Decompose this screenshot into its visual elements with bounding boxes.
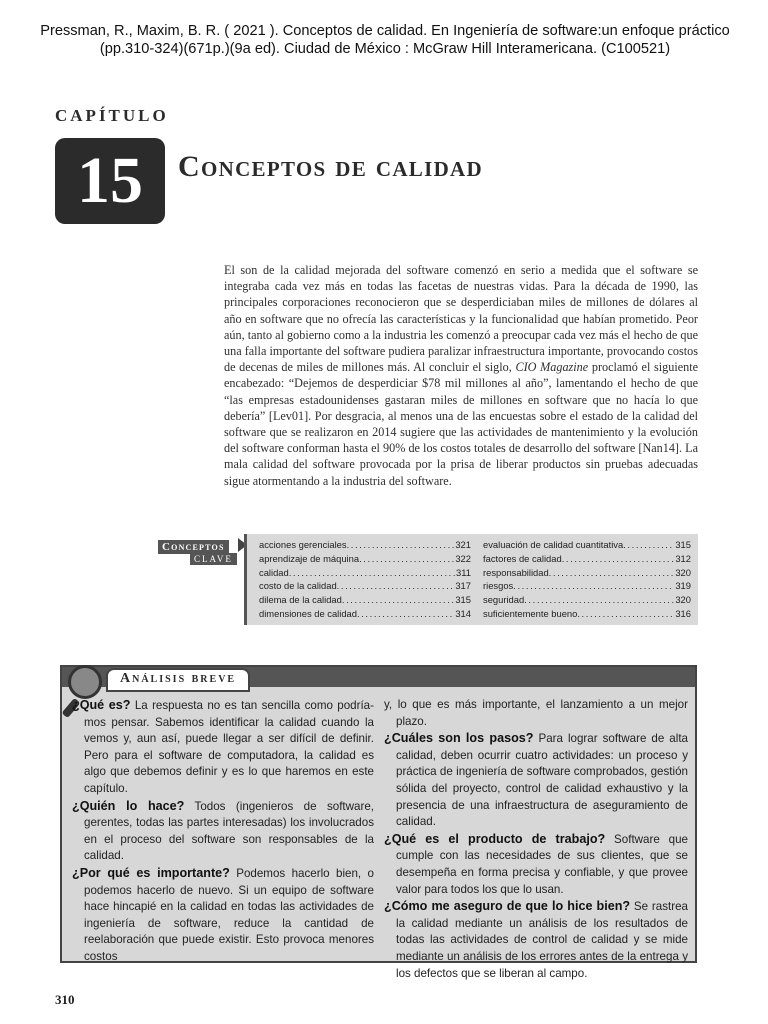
chapter-label: CAPÍTULO [55, 106, 169, 125]
qa-item: ¿Cómo me aseguro de que lo hice bien? Se rastrea la calidad mediante un análisis de los resultados de todas las actividades de control de calidad y se mide mediante un análisis de los errores antes de la entrega y los defectos que se liberan al campo. [384, 899, 688, 980]
page-number: 310 [55, 992, 75, 1007]
key-concepts-subtitle: CLAVE [190, 553, 237, 565]
concept-item: responsabilidad . . . 320 [483, 566, 691, 580]
key-concepts-box [244, 534, 698, 625]
quick-look-right-column [384, 697, 688, 982]
concept-item: factores de calidad . . . 312 [483, 552, 691, 566]
key-concepts-label [158, 537, 233, 564]
intro-paragraph [224, 262, 698, 489]
concept-item: dilema de la calidad . . . 315 [259, 593, 471, 607]
qa-item: ¿Qué es? La respuesta no es tan sencilla como podría-mos pensar. Sabemos identificar la calidad cuando la vemos y, aun así, puede llegar a ser difícil de definir. Pero para el software de computadora, la calidad es algo que debemos definir y es lo que haremos en este capítulo. [72, 698, 374, 795]
concept-item: dimensiones de calidad . . . 314 [259, 607, 471, 621]
quick-look-box [60, 665, 697, 980]
qa-continuation: y, lo que es más importante, el lanzamiento a un mejor plazo. [384, 698, 688, 728]
concept-item: calidad . . . 311 [259, 566, 471, 580]
concept-item: suficientemente bueno . . . 316 [483, 607, 691, 621]
key-concepts-column-1 [259, 538, 471, 621]
qa-item: ¿Qué es el producto de trabajo? Software que cumple con las necesidades de sus clientes, que se desempeña en forma precisa y confiable, y que provee valor para todos los que lo usan. [384, 831, 688, 896]
concept-item: evaluación de calidad cuantitativa . . . 315 [483, 538, 691, 552]
concept-item: acciones gerenciales . . . 321 [259, 538, 471, 552]
chapter-number-box [55, 138, 165, 224]
intro-magazine: CIO Magazine [515, 360, 589, 375]
quick-look-title: Análisis breve [106, 668, 250, 692]
magnifier-icon [68, 665, 102, 699]
key-concepts-column-2 [483, 538, 691, 621]
intro-text-part1: El son de la calidad mejorada del software comenzó en serio a medida que el software se integraba cada vez más en todas las facetas de nuestras vidas. Para la década de 1990, las principales corporaciones reconocieron que se desperdiciaban miles de millones de dólares al año en software que no ofrecía las características y la funcionalidad que habían prometido. Peor aún, tanto al gobierno como a la industria les comenzó a preocupar cada vez más el hecho de que una falla importante del software pudiera paralizar infraestructura importante, provocando costos de decenas de miles de millones más. Al concluir el siglo, [224, 263, 698, 375]
concept-item: aprendizaje de máquina . . . 322 [259, 552, 471, 566]
concept-item: riesgos . . . 319 [483, 579, 691, 593]
intro-text-part2: proclamó el siguiente encabezado: “Dejemos de desperdiciar $78 mil millones al año”, lamentando el hecho de que “las empresas estadounidenses gastaran miles de millones en software que no hacía lo que debería” [Lev01]. Por desgracia, al menos una de las encuestas sobre el estado de la calidad del software que se realizaron en 2014 sugiere que las actividades de mantenimiento y la evolución del software conforman hasta el 90% de los costos totales de desarrollo del software [Nan14]. La mala calidad del software provocada por la prisa de liberar productos sin pruebas adecuadas sigue atormentando a la industria del software. [224, 360, 699, 488]
qa-item: ¿Quién lo hace? Todos (ingenieros de software, gerentes, todas las partes interesadas) los involucrados en el proceso del software son responsables de la calidad. [72, 798, 374, 863]
chapter-number: 15 [77, 144, 143, 217]
quick-look-left-column [72, 697, 374, 966]
qa-item: ¿Por qué es importante? Podemos hacerlo bien, o podemos hacerlo de nuevo. Si un equipo de software hace hincapié en la calidad en todas las actividades de ingeniería de software, reduce la cantidad de reelaboración que puede existir. Esto provoca menores costos [72, 865, 374, 963]
qa-item: ¿Cuáles son los pasos? Para lograr software de alta calidad, deben ocurrir cuatro actividades: un proceso y práctica de ingeniería de software comprobados, gestión sólida del proyecto, control de calidad exhaustivo y la presencia de una infraestructura de aseguramiento de calidad. [384, 731, 688, 829]
chapter-title: Conceptos de calidad [178, 150, 483, 183]
concept-item: costo de la calidad . . . 317 [259, 579, 471, 593]
key-concepts-title: Conceptos [158, 540, 229, 554]
citation: Pressman, R., Maxim, B. R. ( 2021 ). Conceptos de calidad. En Ingeniería de software:un enfoque práctico (pp.310-324)(671p.)(9a ed). Ciudad de México : McGraw Hill Interamericana. (C100521) [40, 23, 730, 57]
concept-item: seguridad . . . 320 [483, 593, 691, 607]
